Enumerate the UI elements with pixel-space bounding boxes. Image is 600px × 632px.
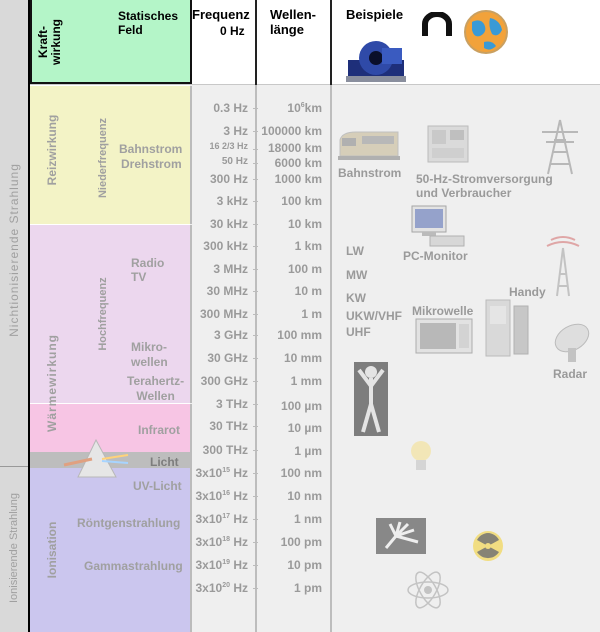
band-label-bahnstrom: Bahnstrom xyxy=(119,142,183,156)
freq-row: 3 kHz xyxy=(216,194,248,208)
train-icon xyxy=(336,126,402,162)
tick xyxy=(253,149,258,150)
freq-row: 3 GHz xyxy=(213,328,248,342)
freq-row: $3x10^{16}$ Hz xyxy=(195,489,248,503)
radiation-symbol-icon xyxy=(472,530,504,562)
band-label-licht: Licht xyxy=(150,455,179,469)
microwave-icon xyxy=(415,318,473,354)
wave-row: 10 µm xyxy=(287,421,322,435)
tick xyxy=(253,450,258,451)
header-separator xyxy=(30,84,600,85)
freq-row: 3 Hz xyxy=(223,124,248,138)
example-bahnstrom: Bahnstrom xyxy=(338,166,402,180)
wave-row: 10 mm xyxy=(283,351,322,365)
reizwirkung-label: Reizwirkung xyxy=(45,114,59,186)
wellen-sub: länge xyxy=(270,22,304,37)
niederfrequenz-label: Niederfrequenz xyxy=(97,117,109,199)
statisches-feld-label: Statisches Feld xyxy=(118,9,179,37)
example-mw: MW xyxy=(346,268,368,282)
freq-row: 30 kHz xyxy=(209,217,248,231)
example-mikrowelle: Mikrowelle xyxy=(412,304,474,318)
wave-row: 1 µm xyxy=(294,444,322,458)
tick xyxy=(253,269,258,270)
tick xyxy=(253,588,258,589)
freq-row: 30 MHz xyxy=(206,284,248,298)
appliance-icon xyxy=(426,124,470,164)
example-versorgung: 50-Hz-Stromversorgung und Verbraucher xyxy=(416,172,553,200)
globe-icon xyxy=(462,8,510,56)
xray-hand-icon xyxy=(376,518,426,554)
freq-row: 300 THz xyxy=(202,443,248,457)
wave-row: 100000 km xyxy=(261,124,322,138)
tick xyxy=(253,473,258,474)
prism-icon xyxy=(62,437,132,487)
frequenz-header: Frequenz xyxy=(192,7,250,22)
col-line-2-low xyxy=(330,85,332,632)
wave-row: $10^6km$ xyxy=(287,101,322,115)
example-radar: Radar xyxy=(553,367,588,381)
band-label-mikrowellen: Mikro- wellen xyxy=(131,340,168,369)
radio-tower-icon xyxy=(543,234,583,298)
tick xyxy=(253,108,258,109)
wave-row: 1 mm xyxy=(290,374,322,388)
wave-row: 10 km xyxy=(287,217,322,231)
radar-dish-icon xyxy=(550,320,594,364)
band-label-infrarot: Infrarot xyxy=(138,423,180,437)
freq-row: $3x10^{17}$ Hz xyxy=(195,512,248,526)
band-label-tv: TV xyxy=(131,270,147,284)
wave-row: 18000 km xyxy=(267,141,322,155)
wave-row: 10 m xyxy=(294,284,322,298)
example-kw: KW xyxy=(346,291,366,305)
band-label-gamma: Gammastrahlung xyxy=(84,559,183,573)
tick xyxy=(253,224,258,225)
tick xyxy=(253,542,258,543)
band-label-roentgen: Röntgenstrahlung xyxy=(77,516,181,530)
wave-row: 1 pm xyxy=(293,581,322,595)
tick xyxy=(253,131,258,132)
nichtionisierende-label: Nichtionisierende Strahlung xyxy=(7,163,21,337)
tick xyxy=(253,335,258,336)
freq-row: 3 THz xyxy=(215,397,248,411)
wave-row: 10 nm xyxy=(287,489,322,503)
mobile-phone-icon xyxy=(484,294,540,358)
atom-icon xyxy=(406,568,450,612)
freq-row: 3 MHz xyxy=(213,262,248,276)
kraftwirkung-label: Kraft- wirkung xyxy=(36,18,63,66)
wave-row: 10 pm xyxy=(287,558,322,572)
tick xyxy=(253,179,258,180)
freq-row: $3x10^{15}$ Hz xyxy=(195,466,248,480)
thermal-body-icon xyxy=(354,362,388,436)
wave-row: 100 mm xyxy=(277,328,322,342)
freq-row: 300 kHz xyxy=(203,239,248,253)
freq-row: 0.3 Hz xyxy=(213,101,248,115)
frequenz-zero: 0 Hz xyxy=(220,24,245,38)
wave-row: 100 nm xyxy=(280,466,322,480)
freq-row: 300 Hz xyxy=(209,172,248,186)
band-label-uv: UV-Licht xyxy=(133,479,182,493)
beispiele-header: Beispiele xyxy=(346,7,404,22)
example-lw: LW xyxy=(346,244,364,258)
wave-row: 1000 km xyxy=(274,172,322,186)
example-pc-monitor: PC-Monitor xyxy=(403,249,468,263)
tick xyxy=(253,314,258,315)
tick xyxy=(253,565,258,566)
freq-row: $3x10^{18}$ Hz xyxy=(195,535,248,549)
tick xyxy=(253,358,258,359)
tick xyxy=(253,201,258,202)
example-uhf: UHF xyxy=(346,325,371,339)
band-label-radio: Radio xyxy=(131,256,165,270)
wave-row: 1 km xyxy=(294,239,322,253)
example-ukw: UKW/VHF xyxy=(346,309,402,323)
ionisierende-label: Ionisierende Strahlung xyxy=(8,492,20,604)
mri-scanner-icon xyxy=(346,40,406,84)
waermewirkung-label: Wärmewirkung xyxy=(45,333,59,433)
horseshoe-magnet-icon xyxy=(420,12,454,40)
light-bulb-icon xyxy=(409,438,433,474)
left-column-divider xyxy=(0,466,30,467)
tick xyxy=(253,519,258,520)
wave-row: 100 m xyxy=(287,262,322,276)
wave-row: 1 m xyxy=(301,307,322,321)
tick xyxy=(253,404,258,405)
wave-row: 100 µm xyxy=(281,399,322,413)
freq-row: $3x10^{19}$ Hz xyxy=(195,558,248,572)
tick xyxy=(253,163,258,164)
freq-row: 30 GHz xyxy=(207,351,248,365)
band-label-terahertz: Terahertz- Wellen xyxy=(127,374,185,403)
power-pylon-icon xyxy=(540,118,580,176)
hochfrequenz-label: Hochfrequenz xyxy=(97,277,109,351)
freq-row: 300 MHz xyxy=(199,307,248,321)
band-label-drehstrom: Drehstrom xyxy=(121,157,182,171)
tick xyxy=(253,496,258,497)
wave-row: 100 km xyxy=(281,194,322,208)
freq-row: $3x10^{20}$ Hz xyxy=(195,581,248,595)
tick xyxy=(253,291,258,292)
tick xyxy=(253,381,258,382)
wellen-header: Wellen- xyxy=(270,7,316,22)
tick xyxy=(253,426,258,427)
wave-row: 1 nm xyxy=(293,512,322,526)
freq-row: 30 THz xyxy=(209,419,248,433)
freq-row: 50 Hz xyxy=(221,156,248,167)
wave-row: 100 pm xyxy=(280,535,322,549)
ionisation-label: Ionisation xyxy=(45,521,59,579)
tick xyxy=(253,246,258,247)
freq-row: 16 2/3 Hz xyxy=(209,141,248,151)
freq-row: 300 GHz xyxy=(200,374,248,388)
example-handy: Handy xyxy=(509,285,546,299)
pc-monitor-icon xyxy=(408,204,466,248)
wave-row: 6000 km xyxy=(274,156,322,170)
